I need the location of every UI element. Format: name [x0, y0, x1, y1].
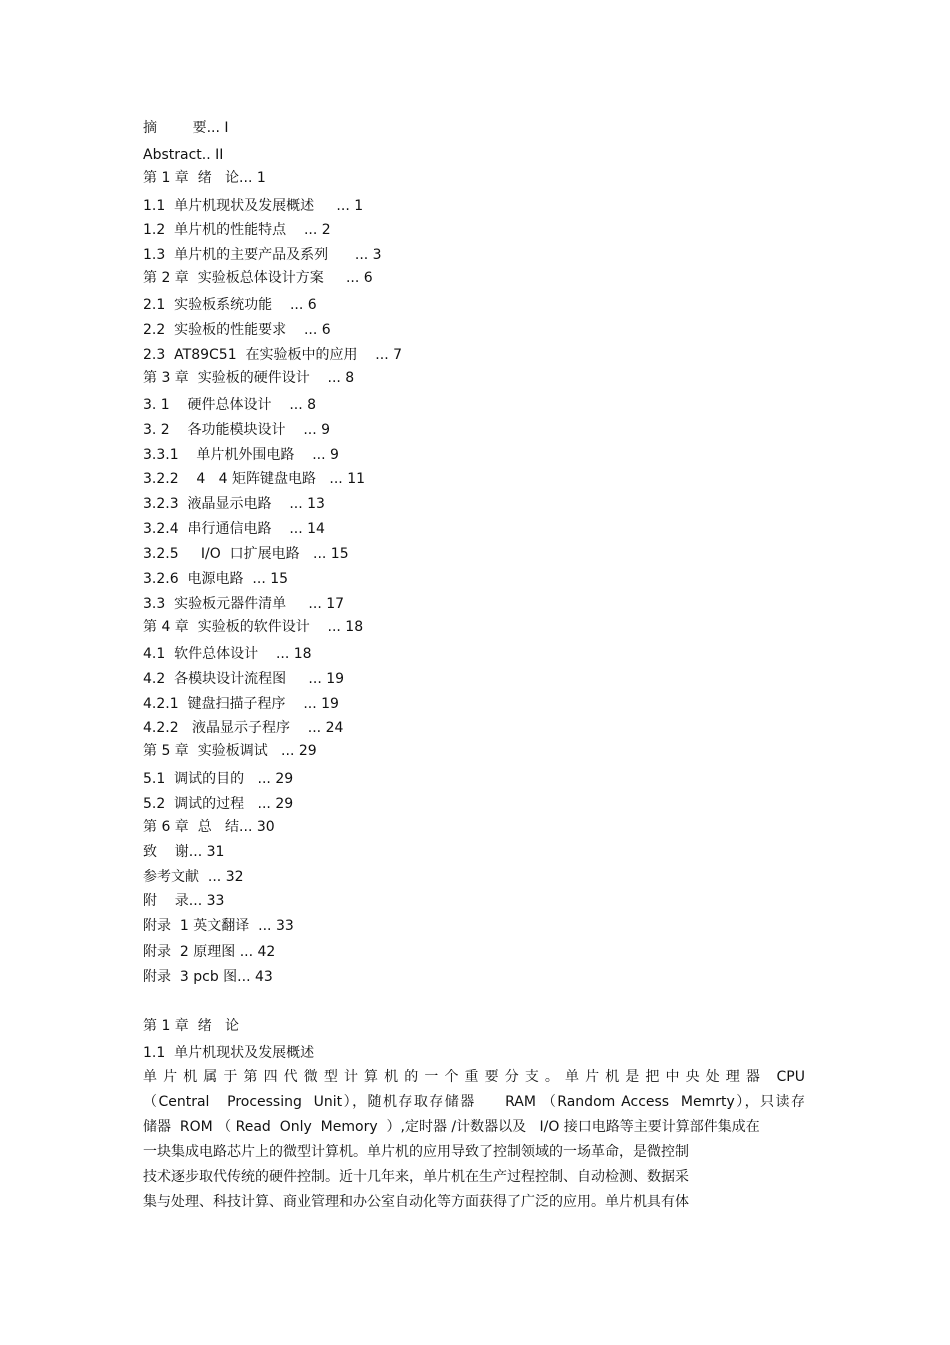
toc-entry-3-2: 3. 2 各功能模块设计 ... 9 — [143, 422, 331, 438]
toc-entry-4-2: 4.2 各模块设计流程图 ... 19 — [143, 671, 345, 687]
toc-entry-2-3: 2.3 AT89C51 在实验板中的应用 ... 7 — [143, 347, 403, 363]
toc-entry-3-2-5: 3.2.5 I/O 口扩展电路 ... 15 — [143, 546, 349, 562]
paragraph-line: （Central Processing Unit），随机存取存储器 RAM （Random Access Memrty），只读存 — [143, 1094, 805, 1110]
toc-entry-3-2-4: 3.2.4 串行通信电路 ... 14 — [143, 521, 325, 537]
toc-entry-4-2-1: 4.2.1 键盘扫描子程序 ... 19 — [143, 696, 339, 712]
toc-entry-1-1: 1.1 单片机现状及发展概述 ... 1 — [143, 198, 364, 214]
toc-entry-chapter-6: 第 6 章 总 结... 30 — [143, 819, 275, 835]
paragraph-line: 集与处理、科技计算、商业管理和办公室自动化等方面获得了广泛的应用。单片机具有体 — [143, 1194, 689, 1210]
toc-entry-4-1: 4.1 软件总体设计 ... 18 — [143, 646, 312, 662]
toc-entry-2-1: 2.1 实验板系统功能 ... 6 — [143, 297, 317, 313]
section-heading: 1.1 单片机现状及发展概述 — [143, 1045, 315, 1061]
toc-entry-3-2-3: 3.2.3 液晶显示电路 ... 13 — [143, 496, 325, 512]
toc-entry-chapter-3: 第 3 章 实验板的硬件设计 ... 8 — [143, 370, 355, 386]
toc-entry-5-1: 5.1 调试的目的 ... 29 — [143, 771, 294, 787]
paragraph-line: 单 片 机 属 于 第 四 代 微 型 计 算 机 的 一 个 重 要 分 支 。 单 片 机 是 把 中 央 处 理 器 CPU — [143, 1069, 805, 1085]
toc-entry-3-1: 3. 1 硬件总体设计 ... 8 — [143, 397, 317, 413]
toc-entry-chapter-2: 第 2 章 实验板总体设计方案 ... 6 — [143, 270, 373, 286]
toc-entry-3-2-2: 3.2.2 4 4 矩阵键盘电路 ... 11 — [143, 471, 366, 487]
toc-entry-3-2-6: 3.2.6 电源电路 ... 15 — [143, 571, 289, 587]
toc-entry-4-2-2: 4.2.2 液晶显示子程序 ... 24 — [143, 720, 344, 736]
paragraph-line: 储器 ROM （ Read Only Memory ）,定时器 /计数器以及 I/O 接口电路等主要计算部件集成在 — [143, 1119, 760, 1135]
toc-entry-1-3: 1.3 单片机的主要产品及系列 ... 3 — [143, 247, 382, 263]
toc-entry-appendix-2: 附录 2 原理图 ... 42 — [143, 944, 276, 960]
toc-entry-abstract-cn: 摘 要... I — [143, 120, 229, 136]
toc-entry-3-3: 3.3 实验板元器件清单 ... 17 — [143, 596, 345, 612]
toc-entry-chapter-4: 第 4 章 实验板的软件设计 ... 18 — [143, 619, 364, 635]
toc-entry-1-2: 1.2 单片机的性能特点 ... 2 — [143, 222, 331, 238]
paragraph-line: 技术逐步取代传统的硬件控制。近十几年来，单片机在生产过程控制、自动检测、数据采 — [143, 1169, 689, 1185]
toc-entry-appendix: 附 录... 33 — [143, 893, 225, 909]
toc-entry-2-2: 2.2 实验板的性能要求 ... 6 — [143, 322, 331, 338]
toc-entry-appendix-3: 附录 3 pcb 图... 43 — [143, 969, 273, 985]
toc-entry-chapter-5: 第 5 章 实验板调试 ... 29 — [143, 743, 317, 759]
chapter-heading: 第 1 章 绪 论 — [143, 1018, 240, 1034]
toc-entry-references: 参考文献 ... 32 — [143, 869, 244, 885]
paragraph-line: 一块集成电路芯片上的微型计算机。单片机的应用导致了控制领域的一场革命，是微控制 — [143, 1144, 689, 1160]
toc-entry-acknowledgements: 致 谢... 31 — [143, 844, 225, 860]
toc-entry-3-3-1: 3.3.1 单片机外围电路 ... 9 — [143, 447, 339, 463]
toc-entry-chapter-1: 第 1 章 绪 论... 1 — [143, 170, 266, 186]
toc-entry-5-2: 5.2 调试的过程 ... 29 — [143, 796, 294, 812]
toc-entry-appendix-1: 附录 1 英文翻译 ... 33 — [143, 918, 294, 934]
toc-entry-abstract-en: Abstract.. II — [143, 147, 224, 163]
